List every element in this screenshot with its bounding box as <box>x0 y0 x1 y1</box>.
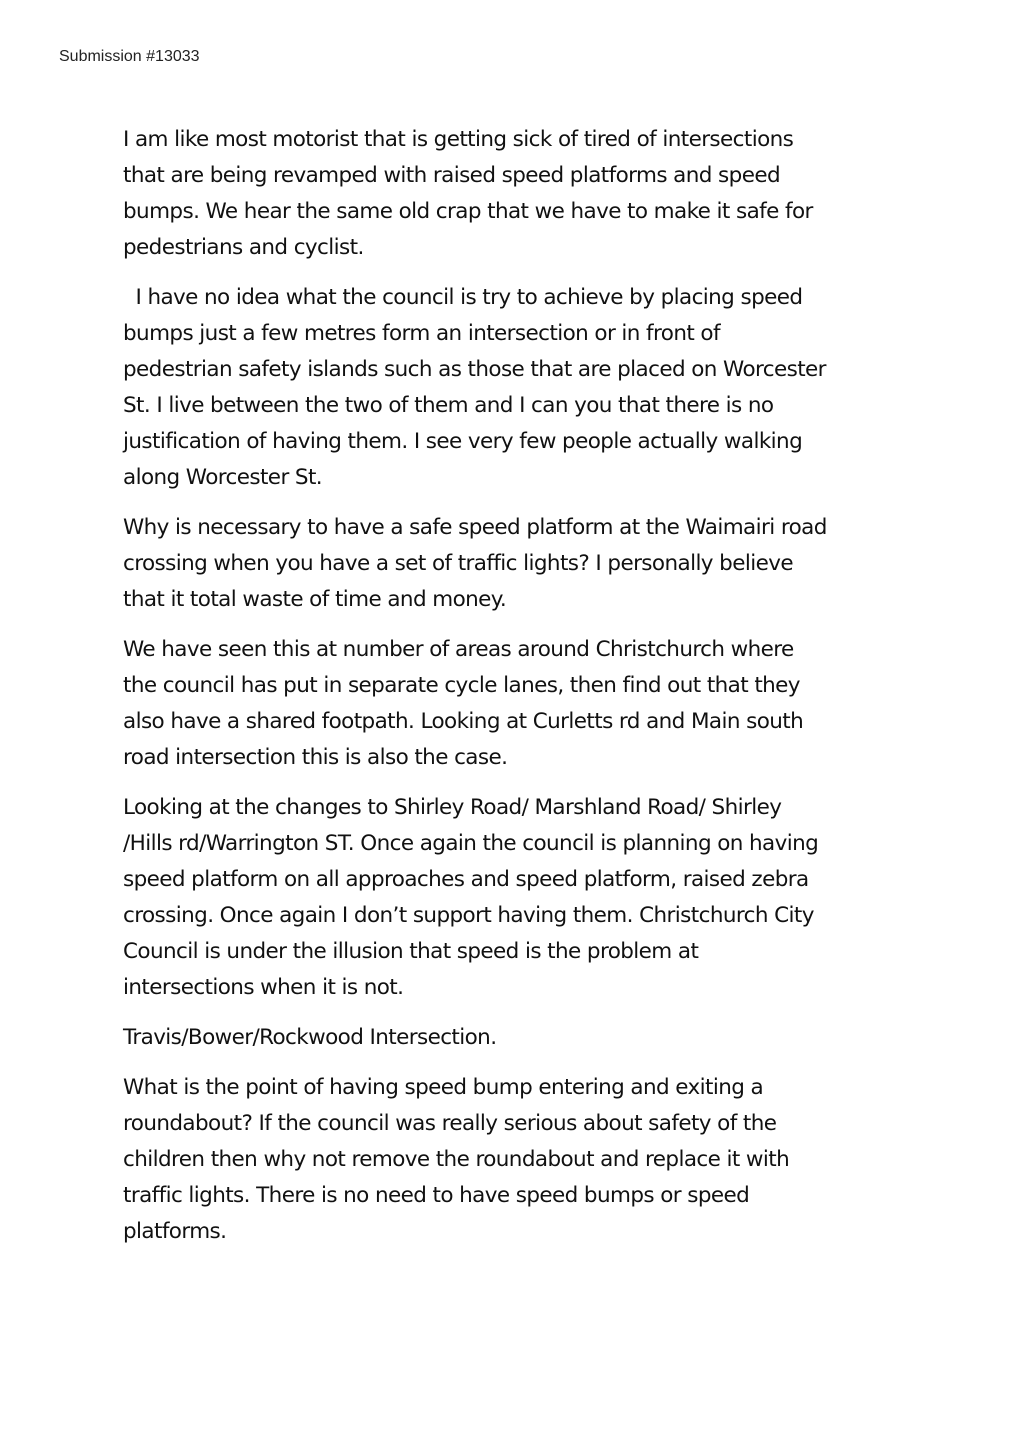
text-line: We have seen this at number of areas around Christchurch where <box>123 637 794 662</box>
text-line: bumps. We hear the same old crap that we have to make it safe for <box>123 199 813 224</box>
text-line: pedestrian safety islands such as those that are placed on Worcester <box>123 357 826 382</box>
paragraph <box>123 1070 893 1250</box>
text-line: pedestrians and cyclist. <box>123 235 364 260</box>
paragraph <box>123 1020 893 1056</box>
text-line: I am like most motorist that is getting sick of tired of intersections <box>123 127 794 152</box>
paragraph <box>123 280 893 496</box>
text-line: /Hills rd/Warrington ST. Once again the council is planning on having <box>123 831 819 856</box>
text-line: Council is under the illusion that speed is the problem at <box>123 939 699 964</box>
text-line: justification of having them. I see very few people actually walking <box>123 429 803 454</box>
text-line: Why is necessary to have a safe speed platform at the Waimairi road <box>123 515 827 540</box>
text-line: St. I live between the two of them and I can you that there is no <box>123 393 774 418</box>
text-line: along Worcester St. <box>123 465 323 490</box>
text-line: the council has put in separate cycle lanes, then find out that they <box>123 673 800 698</box>
text-line: platforms. <box>123 1219 227 1244</box>
paragraph <box>123 510 893 618</box>
text-line: traffic lights. There is no need to have speed bumps or speed <box>123 1183 750 1208</box>
paragraph <box>123 632 893 776</box>
submission-id: Submission #13033 <box>59 48 200 65</box>
text-line: road intersection this is also the case. <box>123 745 508 770</box>
text-line: crossing. Once again I don’t support having them. Christchurch City <box>123 903 814 928</box>
document-body <box>123 122 893 1264</box>
text-line: crossing when you have a set of traffic lights? I personally believe <box>123 551 793 576</box>
text-line: Looking at the changes to Shirley Road/ Marshland Road/ Shirley <box>123 795 782 820</box>
text-line: bumps just a few metres form an intersection or in front of <box>123 321 720 346</box>
text-line: roundabout? If the council was really serious about safety of the <box>123 1111 777 1136</box>
text-line: Travis/Bower/Rockwood Intersection. <box>123 1025 497 1050</box>
text-line: also have a shared footpath. Looking at Curletts rd and Main south <box>123 709 804 734</box>
text-line: intersections when it is not. <box>123 975 404 1000</box>
text-line: that it total waste of time and money. <box>123 587 507 612</box>
text-line: I have no idea what the council is try to achieve by placing speed <box>123 285 803 310</box>
text-line: speed platform on all approaches and speed platform, raised zebra <box>123 867 809 892</box>
text-line: that are being revamped with raised speed platforms and speed <box>123 163 781 188</box>
paragraph <box>123 790 893 1006</box>
text-line: What is the point of having speed bump entering and exiting a <box>123 1075 764 1100</box>
text-line: children then why not remove the roundabout and replace it with <box>123 1147 790 1172</box>
paragraph <box>123 122 893 266</box>
